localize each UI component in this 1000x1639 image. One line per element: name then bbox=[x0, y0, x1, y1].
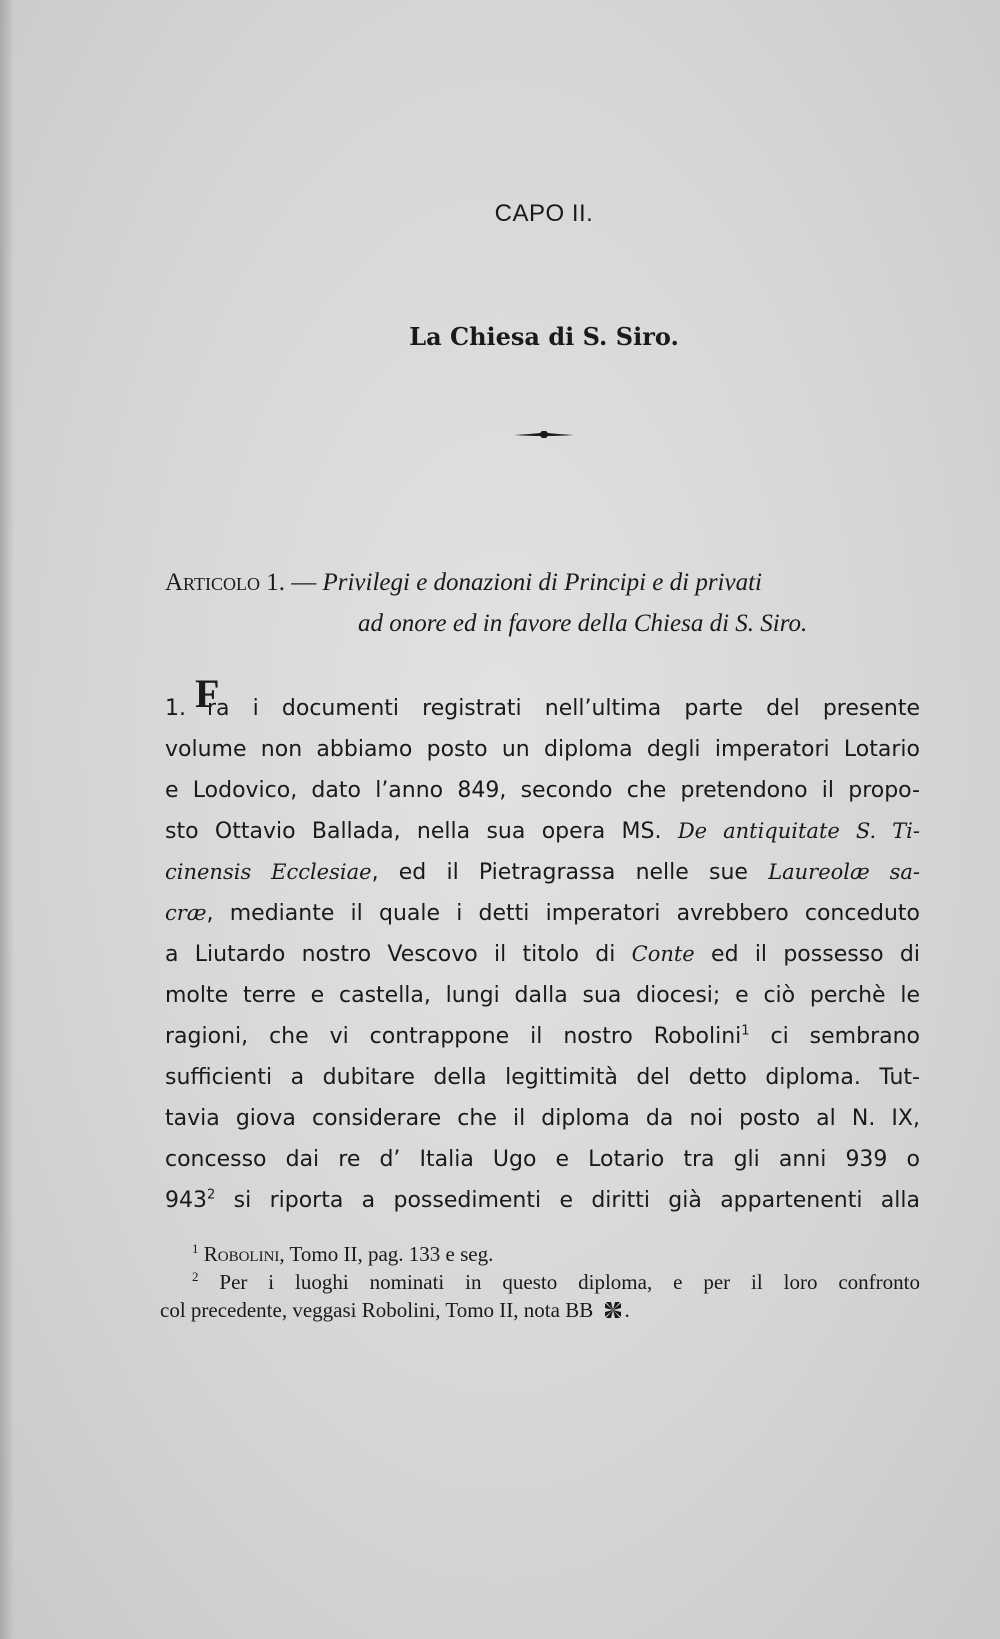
article-title-line1: Privilegi e donazioni di Principi e di privati bbox=[322, 569, 762, 596]
text-line-4a: sto Ottavio Ballada, nella sua opera MS. bbox=[165, 819, 662, 844]
text-line-10: sufficienti a dubitare della legittimità del detto diploma. Tut- bbox=[165, 1065, 920, 1090]
footnote-ref-1: 1 bbox=[741, 1023, 750, 1039]
text-line-2: volume non abbiamo posto un diploma degli imperatori Lotario bbox=[165, 737, 920, 762]
text-line-9b: ci sembrano bbox=[770, 1024, 920, 1049]
footnote-2-line2 bbox=[160, 1296, 920, 1324]
text-line-5b: , ed il Pietragrassa nelle sue bbox=[371, 860, 748, 885]
drop-cap: F bbox=[195, 671, 220, 716]
text-line-7c: ed il possesso di bbox=[711, 942, 920, 967]
text-line-7a: a Liutardo nostro Vescovo il titolo di bbox=[165, 942, 616, 967]
text-line bbox=[165, 1016, 920, 1057]
text-line-7b-italic: Conte bbox=[631, 942, 695, 966]
text-line bbox=[165, 688, 920, 729]
article-title-line2: ad onore ed in favore della Chiesa di S. Siro. bbox=[358, 610, 808, 637]
footnote-2-mark: 2 bbox=[192, 1269, 199, 1284]
text-line-6a-italic: cræ bbox=[165, 901, 207, 925]
footnote-2-text-line1: Per i luoghi nominati in questo diploma, e per il loro confronto bbox=[219, 1270, 920, 1294]
text-line-6b: , mediante il quale i detti imperatori avrebbero conceduto bbox=[206, 901, 920, 926]
text-line-4b-italic: De antiquitate S. Ti- bbox=[677, 819, 920, 843]
paragraph-number: 1. bbox=[165, 696, 186, 721]
text-line-13b: si riporta a possedimenti e diritti già appartenenti alla bbox=[233, 1188, 920, 1213]
text-line bbox=[165, 729, 920, 770]
text-line bbox=[165, 893, 920, 934]
text-line bbox=[165, 1180, 920, 1221]
text-line bbox=[165, 770, 920, 811]
footnote-1-mark: 1 bbox=[192, 1241, 199, 1256]
footnote-1 bbox=[160, 1240, 920, 1268]
article-label: Articolo 1. bbox=[165, 569, 285, 596]
maltese-cross-icon bbox=[602, 1299, 624, 1321]
chapter-heading: CAPO II. bbox=[494, 200, 594, 227]
text-line-9a: ragioni, che vi contrappone il nostro Robolini bbox=[165, 1024, 742, 1049]
text-line bbox=[165, 1098, 920, 1139]
footnote-2-text-line2: col precedente, veggasi Robolini, Tomo II, nota BB bbox=[160, 1298, 594, 1322]
text-line-5a-italic: cinensis Ecclesiae bbox=[165, 860, 372, 884]
paragraph-body bbox=[165, 671, 921, 1221]
text-line-12: concesso dai re d’ Italia Ugo e Lotario tra gli anni 939 o bbox=[165, 1147, 920, 1172]
divider-ornament bbox=[512, 428, 576, 440]
footnote-2-end: . bbox=[624, 1298, 630, 1322]
text-line bbox=[165, 852, 920, 893]
text-line bbox=[165, 1139, 920, 1180]
footnotes bbox=[160, 1240, 920, 1324]
article-dash: — bbox=[291, 569, 317, 596]
text-line-1: ra i documenti registrati nell’ultima parte del presente bbox=[207, 696, 920, 721]
footnote-ref-2: 2 bbox=[207, 1187, 216, 1203]
footnote-1-author: Robolini bbox=[203, 1242, 280, 1266]
text-line-3: e Lodovico, dato l’anno 849, secondo che pretendono il propo- bbox=[165, 778, 920, 803]
text-line bbox=[165, 811, 920, 852]
text-line bbox=[165, 1057, 920, 1098]
footnote-1-text: , Tomo II, pag. 133 e seg. bbox=[279, 1242, 494, 1266]
page-edge-shadow bbox=[0, 0, 14, 1639]
article-heading bbox=[165, 562, 920, 644]
text-line-13a: 943 bbox=[165, 1188, 207, 1213]
text-line-5c-italic: Laureolæ sa- bbox=[768, 860, 921, 884]
text-line-8: molte terre e castella, lungi dalla sua diocesi; e ciò perchè le bbox=[165, 983, 920, 1008]
text-line-11: tavia giova considerare che il diploma da noi posto al N. IX, bbox=[165, 1106, 920, 1131]
text-line bbox=[165, 934, 920, 975]
text-line bbox=[165, 975, 920, 1016]
section-title: La Chiesa di S. Siro. bbox=[409, 322, 679, 351]
footnote-2-line1 bbox=[160, 1268, 920, 1296]
